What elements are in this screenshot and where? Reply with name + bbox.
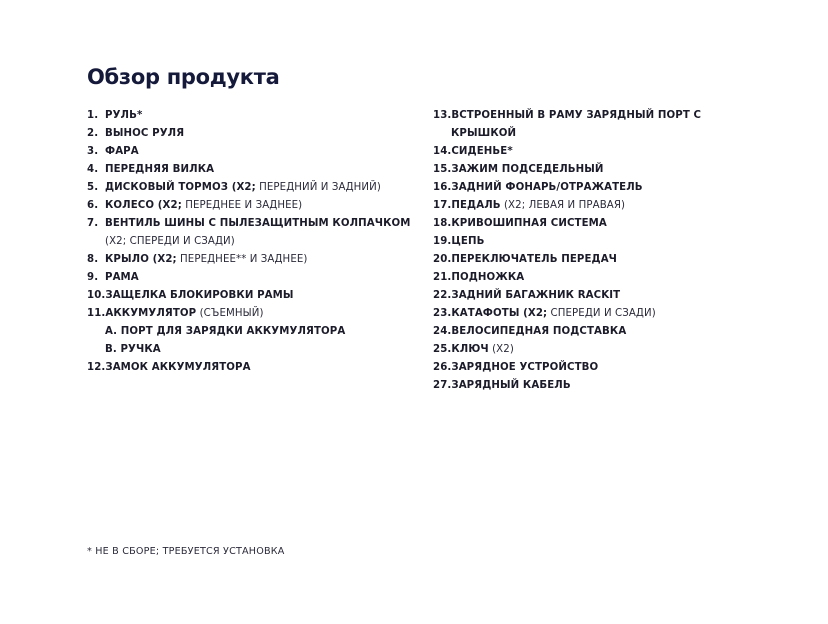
list-item — [433, 341, 763, 359]
list-item — [87, 107, 407, 125]
item-number: 19. — [433, 236, 452, 247]
item-number: 8. — [87, 254, 99, 265]
item-label: ДИСКОВЫЙ ТОРМОЗ (X2; — [105, 182, 256, 193]
list-item — [87, 269, 407, 287]
item-label: КОЛЕСО (X2; — [105, 200, 182, 211]
item-label: РУЛЬ* — [105, 110, 143, 121]
item-detail: СПЕРЕДИ И СЗАДИ) — [547, 308, 656, 319]
item-number: 7. — [87, 218, 99, 229]
item-number: 25. — [433, 344, 452, 355]
item-number: 12. — [87, 362, 106, 373]
item-number: 27. — [433, 380, 452, 391]
list-item — [87, 125, 407, 143]
list-item — [87, 197, 407, 215]
item-detail: (X2) — [488, 344, 514, 355]
list-item-continuation — [433, 125, 763, 143]
item-number — [87, 233, 105, 251]
list-item — [87, 305, 407, 323]
list-item — [433, 197, 763, 215]
item-label: ЗАДНИЙ ФОНАРЬ/ОТРАЖАТЕЛЬ — [451, 182, 643, 193]
list-item — [87, 287, 407, 305]
footnote: * НЕ В СБОРЕ; ТРЕБУЕТСЯ УСТАНОВКА — [87, 546, 285, 557]
list-item — [87, 161, 407, 179]
item-number: 26. — [433, 362, 452, 373]
list-item — [433, 143, 763, 161]
page-title: Обзор продукта — [87, 65, 280, 89]
item-number: 3. — [87, 146, 99, 157]
item-number: 9. — [87, 272, 99, 283]
item-detail: (X2; СПЕРЕДИ И СЗАДИ) — [105, 236, 235, 247]
item-number: 15. — [433, 164, 452, 175]
item-label: ПЕДАЛЬ — [451, 200, 501, 211]
item-label: КРИВОШИПНАЯ СИСТЕМА — [451, 218, 607, 229]
item-number: 22. — [433, 290, 452, 301]
list-item — [87, 143, 407, 161]
item-number: 5. — [87, 182, 99, 193]
item-number: 10. — [87, 290, 106, 301]
list-item — [433, 377, 763, 395]
item-label: КРЫЛО (X2; — [105, 254, 177, 265]
item-label: ЗАРЯДНЫЙ КАБЕЛЬ — [451, 380, 571, 391]
item-number — [87, 341, 105, 359]
item-label: ЗАРЯДНОЕ УСТРОЙСТВО — [451, 362, 599, 373]
list-subitem — [87, 323, 407, 341]
list-item — [433, 161, 763, 179]
item-label: ЗАМОК АККУМУЛЯТОРА — [105, 362, 251, 373]
item-detail: (X2; ЛЕВАЯ И ПРАВАЯ) — [500, 200, 626, 211]
item-number — [87, 323, 105, 341]
item-label: ЦЕПЬ — [451, 236, 485, 247]
list-item — [433, 287, 763, 305]
item-label: РАМА — [105, 272, 139, 283]
list-item — [433, 269, 763, 287]
list-item — [433, 305, 763, 323]
list-item — [433, 359, 763, 377]
item-number: 18. — [433, 218, 452, 229]
item-label: ФАРА — [105, 146, 139, 157]
item-label: КЛЮЧ — [451, 344, 489, 355]
item-label: АККУМУЛЯТОР — [105, 308, 197, 319]
item-number: 24. — [433, 326, 452, 337]
list-item-continuation — [87, 233, 407, 251]
item-number: 21. — [433, 272, 452, 283]
item-number: 17. — [433, 200, 452, 211]
item-label: ПЕРЕДНЯЯ ВИЛКА — [105, 164, 215, 175]
item-label: ВЕЛОСИПЕДНАЯ ПОДСТАВКА — [451, 326, 627, 337]
item-label: ПЕРЕКЛЮЧАТЕЛЬ ПЕРЕДАЧ — [451, 254, 618, 265]
item-number: 6. — [87, 200, 99, 211]
parts-list-left — [87, 107, 411, 377]
list-item — [87, 251, 407, 269]
item-label: ВЫНОС РУЛЯ — [105, 128, 185, 139]
item-number — [433, 125, 451, 143]
item-detail: (СЪЕМНЫЙ) — [196, 308, 264, 319]
item-label: B. РУЧКА — [105, 344, 161, 355]
list-item — [87, 215, 411, 233]
item-number: 14. — [433, 146, 452, 157]
item-label: СИДЕНЬЕ* — [451, 146, 513, 157]
list-item — [433, 107, 763, 125]
list-item — [87, 179, 407, 197]
item-label: ПОДНОЖКА — [451, 272, 525, 283]
list-item — [433, 323, 763, 341]
item-label: ЗАЩЕЛКА БЛОКИРОВКИ РАМЫ — [105, 290, 294, 301]
parts-list-right — [433, 107, 763, 395]
item-detail: ПЕРЕДНЕЕ** И ЗАДНЕЕ) — [176, 254, 308, 265]
item-label: A. ПОРТ ДЛЯ ЗАРЯДКИ АККУМУЛЯТОРА — [105, 326, 346, 337]
list-item — [433, 233, 763, 251]
item-label: ЗАДНИЙ БАГАЖНИК RACKIT — [451, 290, 621, 301]
item-label: ЗАЖИМ ПОДСЕДЕЛЬНЫЙ — [451, 164, 604, 175]
list-item — [433, 251, 763, 269]
item-number: 1. — [87, 110, 99, 121]
list-item — [87, 359, 407, 377]
list-item — [433, 215, 763, 233]
item-number: 16. — [433, 182, 452, 193]
item-number: 2. — [87, 128, 99, 139]
item-label: КАТАФОТЫ (X2; — [451, 308, 548, 319]
item-number: 13. — [433, 110, 452, 121]
list-subitem — [87, 341, 407, 359]
item-label: КРЫШКОЙ — [451, 128, 517, 139]
list-item — [433, 179, 763, 197]
item-detail: ПЕРЕДНИЙ И ЗАДНИЙ) — [255, 182, 381, 193]
item-label: ВЕНТИЛЬ ШИНЫ С ПЫЛЕЗАЩИТНЫМ КОЛПАЧКОМ — [105, 218, 411, 229]
item-number: 20. — [433, 254, 452, 265]
item-number: 11. — [87, 308, 106, 319]
item-number: 23. — [433, 308, 452, 319]
item-detail: ПЕРЕДНЕЕ И ЗАДНЕЕ) — [181, 200, 303, 211]
item-number: 4. — [87, 164, 99, 175]
item-label: ВСТРОЕННЫЙ В РАМУ ЗАРЯДНЫЙ ПОРТ С — [451, 110, 702, 121]
